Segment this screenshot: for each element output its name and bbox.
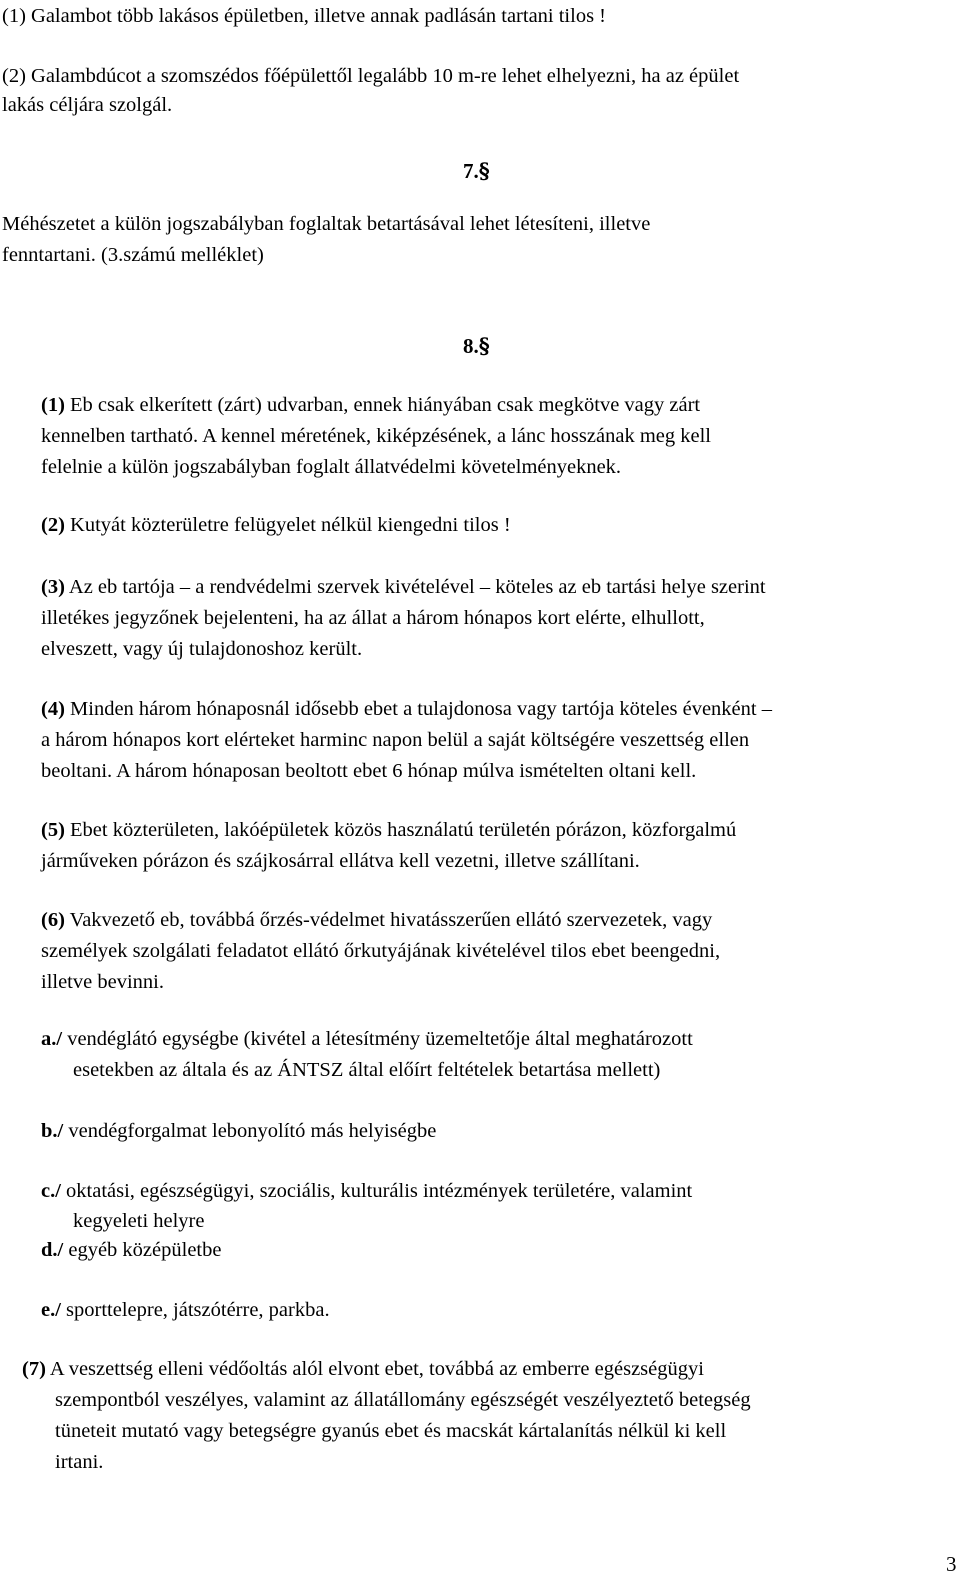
section-7-heading (463, 158, 490, 184)
s8-para-1-line-3: felelnie a külön jogszabályban foglalt állatvédelmi követelményeknek. (41, 456, 622, 478)
item-d-text: egyéb középületbe (68, 1239, 222, 1261)
s8-para-5-line-2: járműveken pórázon és szájkosárral ellátva kell vezetni, illetve szállítani. (41, 850, 640, 872)
section-7-line-2: fenntartani. (3.számú melléklet) (2, 244, 264, 266)
item-e-line-1 (41, 1298, 330, 1322)
item-d-marker: d./ (41, 1239, 64, 1261)
s8-para-7-line-2: szempontból veszélyes, valamint az állatállomány egészségét veszélyeztető betegség (55, 1389, 751, 1411)
item-b-text: vendégforgalmat lebonyolító más helyiségbe (68, 1120, 437, 1142)
s8-para-7-line-4: irtani. (55, 1451, 104, 1473)
item-c-marker: c./ (41, 1180, 61, 1202)
s8-para-7-line-3: tüneteit mutató vagy betegségre gyanús ebet és macskát kártalanítás nélkül ki kell (55, 1420, 727, 1442)
s8-para-2-line-1 (41, 513, 511, 537)
item-a-line-2: esetekben az általa és az ÁNTSZ által előírt feltételek betartása mellett) (73, 1059, 661, 1081)
section-7-number: 7. (463, 159, 479, 183)
s8-para-5-line-1 (41, 818, 736, 842)
s8-para-6-line-1 (41, 908, 712, 932)
s8-para-3-line-1 (41, 575, 766, 599)
item-c-text: oktatási, egészségügyi, szociális, kulturális intézmények területére, valamint (66, 1180, 693, 1202)
section-8-heading (463, 333, 490, 359)
section-mark-icon: § (478, 158, 490, 183)
s8-para-4-line-2: a három hónapos kort elérteket harminc napon belül a saját költségére veszettség ellen (41, 729, 750, 751)
s8-para-2-text: Kutyát közterületre felügyelet nélkül kiengedni tilos ! (70, 514, 511, 536)
para-1-line-1: (1) Galambot több lakásos épületben, illetve annak padlásán tartani tilos ! (2, 5, 606, 27)
s8-para-4-marker: (4) (41, 698, 65, 720)
s8-para-6-text: Vakvezető eb, továbbá őrzés-védelmet hivatásszerűen ellátó szervezetek, vagy (69, 909, 713, 931)
item-d-line-1 (41, 1238, 221, 1262)
s8-para-3-text: Az eb tartója – a rendvédelmi szervek kivételével – köteles az eb tartási helye szerint (68, 576, 766, 598)
s8-para-6-line-3: illetve bevinni. (41, 971, 164, 993)
section-7-line-1: Méhészetet a külön jogszabályban foglaltak betartásával lehet létesíteni, illetve (2, 213, 651, 235)
item-e-marker: e./ (41, 1299, 61, 1321)
s8-para-1-text: Eb csak elkerített (zárt) udvarban, ennek hiányában csak megkötve vagy zárt (70, 394, 701, 416)
s8-para-2-marker: (2) (41, 514, 65, 536)
s8-para-6-line-2: személyek szolgálati feladatot ellátó őrkutyájának kivételével tilos ebet beengedni, (41, 940, 721, 962)
item-e-text: sporttelepre, játszótérre, parkba. (66, 1299, 330, 1321)
s8-para-4-line-1 (41, 697, 772, 721)
s8-para-6-marker: (6) (41, 909, 65, 931)
s8-para-3-marker: (3) (41, 576, 65, 598)
s8-para-5-text: Ebet közterületen, lakóépületek közös használatú területén pórázon, közforgalmú (70, 819, 737, 841)
item-b-line-1 (41, 1119, 436, 1143)
s8-para-5-marker: (5) (41, 819, 65, 841)
page-number: 3 (946, 1552, 957, 1576)
section-8-number: 8. (463, 334, 479, 358)
item-a-text: vendéglátó egységbe (kivétel a létesítmény üzemeltetője által meghatározott (67, 1028, 693, 1050)
item-a-line-1 (41, 1027, 693, 1051)
s8-para-4-line-3: beoltani. A három hónaposan beoltott ebet 6 hónap múlva ismételten oltani kell. (41, 760, 697, 782)
s8-para-7-line-1 (22, 1357, 704, 1381)
item-c-line-1 (41, 1179, 692, 1203)
s8-para-3-line-2: illetékes jegyzőnek bejelenteni, ha az állat a három hónapos kort elérte, elhullott, (41, 607, 705, 629)
s8-para-7-marker: (7) (22, 1358, 46, 1380)
item-b-marker: b./ (41, 1120, 64, 1142)
s8-para-1-line-1 (41, 393, 700, 417)
s8-para-1-line-2: kennelben tartható. A kennel méretének, kiképzésének, a lánc hosszának meg kell (41, 425, 711, 447)
s8-para-3-line-3: elveszett, vagy új tulajdonoshoz került. (41, 638, 363, 660)
s8-para-4-text: Minden három hónaposnál idősebb ebet a tulajdonosa vagy tartója köteles évenként – (70, 698, 772, 720)
item-c-line-2: kegyeleti helyre (73, 1210, 205, 1232)
s8-para-1-marker: (1) (41, 394, 65, 416)
item-a-marker: a./ (41, 1028, 63, 1050)
section-mark-icon: § (478, 333, 490, 358)
para-2-line-1: (2) Galambdúcot a szomszédos főépülettől legalább 10 m-re lehet elhelyezni, ha az épület (2, 65, 740, 87)
para-2-line-2: lakás céljára szolgál. (2, 94, 173, 116)
s8-para-7-text: A veszettség elleni védőoltás alól elvont ebet, továbbá az emberre egészségügyi (49, 1358, 704, 1380)
